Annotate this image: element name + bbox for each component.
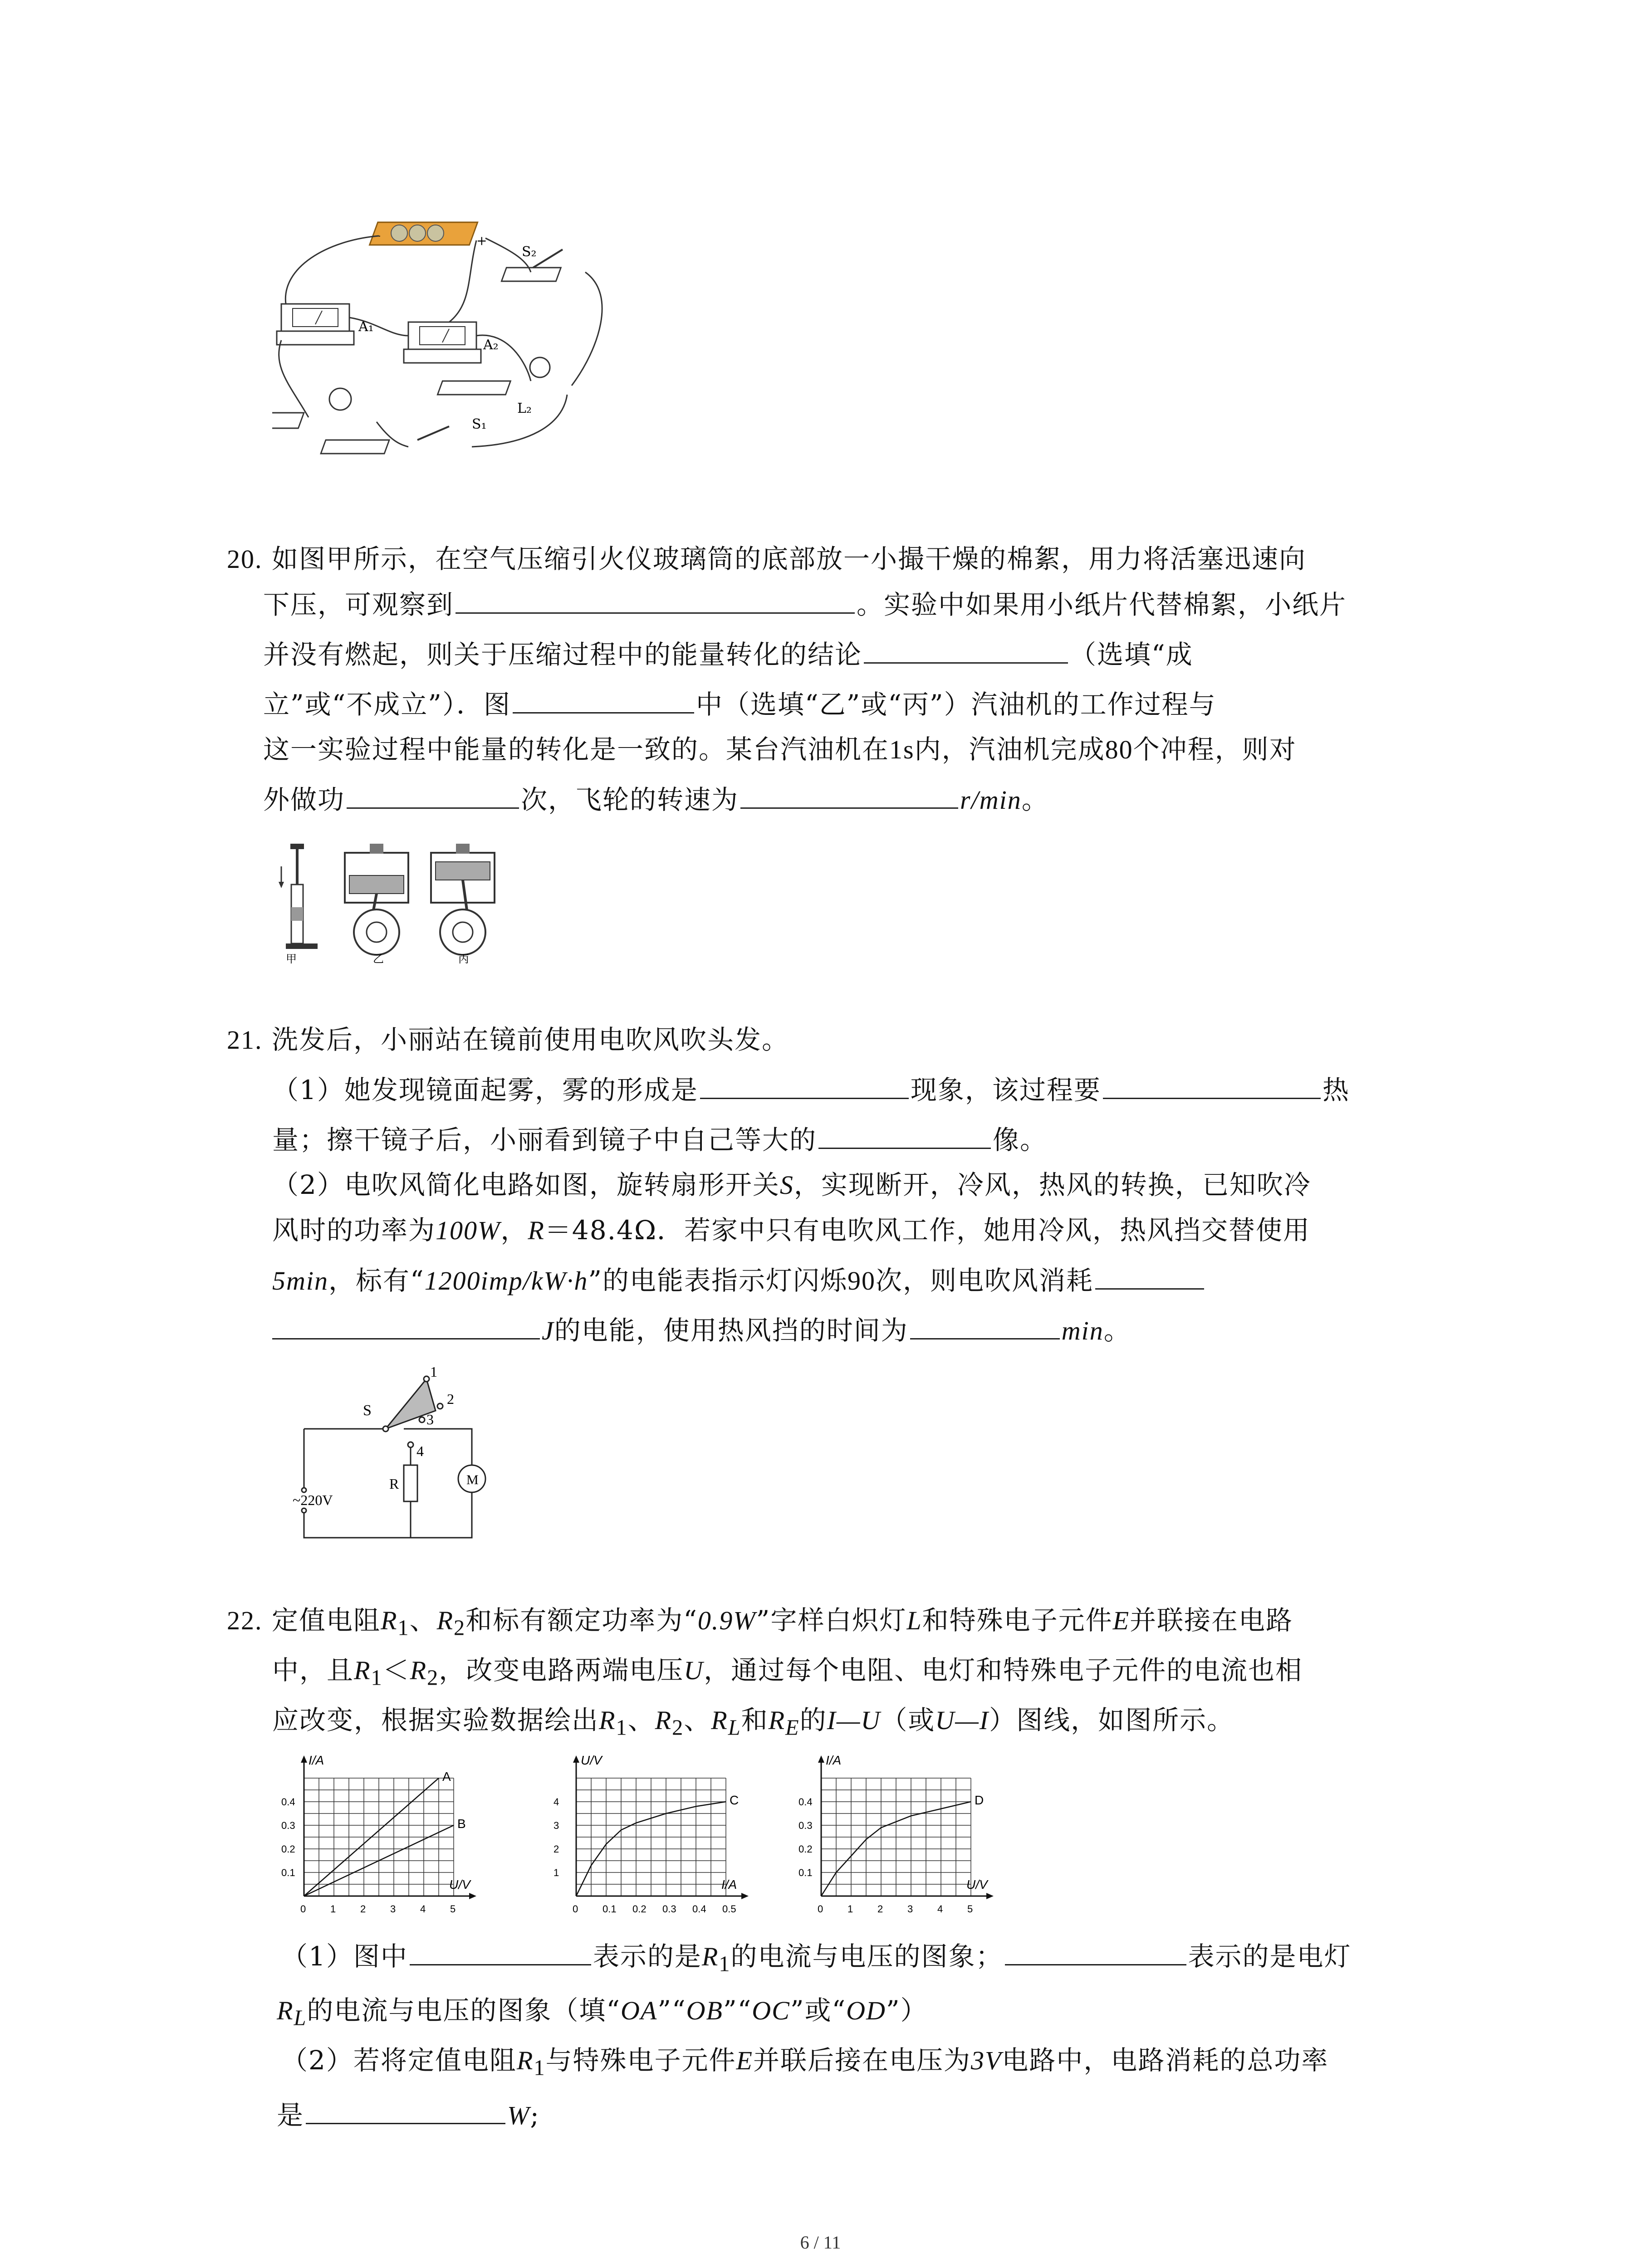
q22-blank-r1[interactable] xyxy=(410,1937,591,1965)
q21-line-2 xyxy=(272,1070,1350,1109)
label-4: 4 xyxy=(416,1443,424,1459)
q21-text-4c: ，实现断开，冷风，热风的转换，已知吹冷 xyxy=(794,1169,1311,1200)
q21-text-6f: 次，则电吹风消耗 xyxy=(875,1265,1093,1296)
x-tick-label: 0.4 xyxy=(692,1903,706,1915)
x-axis-label: U/V xyxy=(966,1877,988,1892)
label-2: 2 xyxy=(447,1391,454,1407)
label-s2: S₂ xyxy=(522,244,537,260)
q21-text-1: 洗发后，小丽站在镜前使用电吹风吹头发。 xyxy=(271,1024,789,1055)
label-r: R xyxy=(389,1476,399,1492)
x-tick-label: 2 xyxy=(877,1903,883,1915)
q22-s3g: 3V xyxy=(970,2046,1002,2075)
y-tick-label: 0.2 xyxy=(798,1843,813,1855)
q22-t3i: L xyxy=(728,1716,741,1740)
circuit-wires xyxy=(304,1429,472,1538)
q21-line-3 xyxy=(272,1120,1047,1159)
q21-text-6b: ，标有“ xyxy=(328,1265,425,1296)
q22-t1j: L xyxy=(906,1606,922,1635)
q20-number: 20. xyxy=(227,544,263,574)
x-tick-label: 3 xyxy=(907,1903,913,1915)
chart-oc xyxy=(544,1751,789,1932)
q22-t1d: 、 xyxy=(409,1605,437,1636)
q20-text-6d: 。 xyxy=(1021,784,1049,815)
x-tick-label: 4 xyxy=(937,1903,943,1915)
q22-s2h: OC xyxy=(752,1996,790,2025)
lamp-l1-icon xyxy=(272,388,351,428)
ammeter-a1-icon xyxy=(277,304,354,345)
q20-line-6 xyxy=(263,780,1049,819)
q22-t2c: 1 xyxy=(371,1666,383,1690)
x-tick-label: 4 xyxy=(420,1903,426,1915)
q21-text-7b: 的电能，使用热风挡的时间为 xyxy=(554,1315,908,1346)
q22-s3a: （2）若将定值电阻 xyxy=(281,2045,517,2076)
q21-blank-energy-part2[interactable] xyxy=(272,1311,540,1339)
q22-t3l: E xyxy=(785,1716,800,1740)
x-axis-arrow xyxy=(469,1893,476,1899)
q21-text-7a: J xyxy=(542,1316,554,1345)
q20-text-3b: （选填“成 xyxy=(1070,639,1193,670)
q21-blank-energy-part1[interactable] xyxy=(1095,1261,1204,1290)
label-s1: S₁ xyxy=(472,416,487,432)
q22-t3e: R xyxy=(655,1706,672,1735)
q22-t2d: ＜ xyxy=(382,1655,410,1686)
y-tick-label: 0.4 xyxy=(281,1796,295,1808)
q21-blank-phenomenon[interactable] xyxy=(700,1070,909,1099)
q20-blank-flywheel-speed[interactable] xyxy=(740,780,958,809)
q22-sub2-line-2 xyxy=(277,2096,540,2135)
q21-line-5 xyxy=(272,1211,1310,1250)
x-tick-label: 5 xyxy=(967,1903,973,1915)
x-tick-label: 0.1 xyxy=(603,1903,617,1915)
q22-t2h: U xyxy=(684,1656,704,1685)
q22-t3g: 、 xyxy=(684,1705,711,1735)
q22-t3n: I—U xyxy=(827,1706,881,1735)
label-a1: A₁ xyxy=(358,319,374,335)
y-tick-label: 1 xyxy=(554,1867,559,1878)
q22-s3e: E xyxy=(736,2046,753,2075)
q20-text-2a: 下压，可观察到 xyxy=(263,589,454,620)
q21-text-4a: （2）电吹风简化电路如图，旋转扇形开关 xyxy=(272,1169,780,1200)
q22-t2a: 中，且 xyxy=(272,1655,354,1686)
q22-t3q: ）图线，如图所示。 xyxy=(989,1705,1234,1735)
q21-text-2a: （1）她发现镜面起雾，雾的形成是 xyxy=(272,1075,698,1105)
y-tick-label: 0.2 xyxy=(281,1843,295,1855)
q22-s2c: 的电流与电压的图象（填“ xyxy=(307,1995,621,2026)
q21-blank-hot-time[interactable] xyxy=(910,1311,1060,1339)
q22-t1g: 和标有额定功率为“ xyxy=(465,1605,698,1636)
q22-s2a: R xyxy=(277,1996,294,2025)
q22-s2e: ”“ xyxy=(657,1995,686,2026)
q22-t1c: 1 xyxy=(397,1616,410,1640)
q21-line-1 xyxy=(227,1021,789,1059)
q21-text-5a: 风时的功率为 xyxy=(272,1215,436,1246)
q19-circuit-figure xyxy=(272,213,617,494)
q21-text-6c: 1200imp/kW·h xyxy=(424,1266,588,1295)
q21-blank-image[interactable] xyxy=(818,1120,991,1149)
series-label-B: B xyxy=(457,1817,466,1831)
q22-s3h: 电路中，电路消耗的总功率 xyxy=(1002,2045,1329,2076)
battery-plus-label: + xyxy=(476,233,487,248)
x-axis-arrow xyxy=(741,1893,749,1899)
q22-line-1 xyxy=(227,1601,1293,1647)
q20-line-5 xyxy=(263,730,1297,769)
engine-bing-icon xyxy=(431,844,495,955)
q22-t3m: 的 xyxy=(799,1705,827,1735)
q22-s2b: L xyxy=(294,2006,307,2030)
q22-t1h: 0.9W xyxy=(697,1606,756,1635)
q22-t2f: 2 xyxy=(427,1666,439,1690)
air-compression-device-icon xyxy=(279,844,318,949)
label-jia: 甲 xyxy=(286,953,297,965)
x-tick-label: 0 xyxy=(300,1903,306,1915)
q22-t1a: 定值电阻 xyxy=(271,1605,381,1636)
q20-text-6a: 外做功 xyxy=(263,784,345,815)
q21-text-5c: ， xyxy=(500,1215,528,1246)
q22-s1b: 表示的是 xyxy=(593,1941,702,1972)
q20-text-5d: 80 xyxy=(1105,735,1133,764)
q21-text-4b: S xyxy=(779,1170,794,1200)
q21-text-5b: 100W xyxy=(436,1216,501,1245)
q21-line-4 xyxy=(272,1166,1311,1204)
q21-text-2b: 现象，该过程要 xyxy=(910,1075,1101,1105)
q22-sub2-line-1 xyxy=(281,2041,1328,2087)
q20-text-6b: 次，飞轮的转速为 xyxy=(521,784,739,815)
q22-t1f: 2 xyxy=(454,1616,466,1640)
q22-t3a: 应改变，根据实验数据绘出 xyxy=(272,1705,599,1735)
y-tick-label: 4 xyxy=(554,1796,559,1808)
q20-text-4a: 立”或“不成立”）．图 xyxy=(263,689,511,720)
q22-s1f: 表示的是电灯 xyxy=(1188,1941,1352,1972)
q22-s2f: OB xyxy=(686,1996,723,2025)
q22-s1c: R xyxy=(701,1942,719,1971)
x-tick-label: 2 xyxy=(360,1903,366,1915)
q22-sub1-line-2 xyxy=(277,1991,928,2038)
q22-s1d: 1 xyxy=(719,1952,731,1976)
q20-blank-phenomenon[interactable] xyxy=(456,585,855,614)
q20-text-1: 如图甲所示，在空气压缩引火仪玻璃筒的底部放一小撮干燥的棉絮，用力将活塞迅速向 xyxy=(271,543,1306,574)
y-axis-label: I/A xyxy=(826,1753,842,1767)
q21-text-6e: 90 xyxy=(847,1266,876,1295)
q22-s2j: OD xyxy=(846,1996,886,2025)
q22-t3p: U—I xyxy=(935,1706,989,1735)
q22-t2i: ，通过每个电阻、电灯和特殊电子元件的电流也相 xyxy=(704,1655,1303,1686)
label-220v: ~220V xyxy=(293,1492,333,1508)
x-tick-label: 5 xyxy=(450,1903,456,1915)
series-label-C: C xyxy=(730,1793,739,1807)
q22-t1i: ”字样白炽灯 xyxy=(756,1605,907,1636)
fan-switch-icon xyxy=(383,1376,443,1447)
q20-line-3 xyxy=(263,635,1193,674)
q21-text-6a: 5min xyxy=(272,1266,328,1295)
q22-s3b: R xyxy=(516,2046,534,2075)
q22-s2i: ”或“ xyxy=(790,1995,847,2026)
q21-text-6d: ”的电能表指示灯闪烁 xyxy=(588,1265,847,1296)
terminal-bottom xyxy=(302,1508,306,1513)
label-yi: 乙 xyxy=(373,953,384,965)
q22-s2k: ”） xyxy=(886,1995,928,2026)
q22-sub1-line-1 xyxy=(281,1937,1352,1984)
q21-text-7c: min xyxy=(1061,1316,1104,1345)
q20-line-2 xyxy=(263,585,1347,624)
chart-oa-ob xyxy=(272,1751,517,1932)
x-tick-label: 0 xyxy=(573,1903,578,1915)
label-1: 1 xyxy=(430,1364,437,1380)
q22-s4b: W xyxy=(507,2101,530,2130)
q21-text-2c: 热 xyxy=(1322,1075,1350,1105)
q22-t3b: R xyxy=(599,1706,616,1735)
q22-t1k: 和特殊电子元件 xyxy=(922,1605,1113,1636)
label-bing: 丙 xyxy=(458,953,469,965)
q22-s1a: （1）图中 xyxy=(281,1941,408,1972)
q22-t1m: 并联接在电路 xyxy=(1130,1605,1293,1636)
q22-number: 22. xyxy=(227,1606,263,1635)
q22-t3c: 1 xyxy=(616,1716,628,1740)
q20-text-5b: 1s xyxy=(889,735,915,764)
q22-t3j: 和 xyxy=(741,1705,769,1735)
x-axis-label: I/A xyxy=(721,1877,737,1892)
q22-t3o: （或 xyxy=(881,1705,936,1735)
q22-blank-rl[interactable] xyxy=(1005,1937,1186,1965)
y-axis-arrow xyxy=(301,1755,307,1763)
x-tick-label: 1 xyxy=(847,1903,853,1915)
x-tick-label: 3 xyxy=(390,1903,396,1915)
q21-line-6 xyxy=(272,1261,1206,1300)
q21-text-3b: 像。 xyxy=(993,1124,1048,1155)
label-a2: A₂ xyxy=(483,337,499,353)
q20-text-6c: r/min xyxy=(960,785,1022,815)
x-tick-label: 0.2 xyxy=(632,1903,647,1915)
x-tick-label: 1 xyxy=(330,1903,336,1915)
q22-t2g: ，改变电路两端电压 xyxy=(439,1655,684,1686)
q22-t3h: R xyxy=(711,1706,728,1735)
q21-text-5e: ＝48.4Ω．若家中只有电吹风工作，她用冷风，热风挡交替使用 xyxy=(544,1215,1311,1246)
q22-line-3 xyxy=(272,1701,1234,1747)
q20-figure xyxy=(272,835,526,966)
q22-s3d: 与特殊电子元件 xyxy=(545,2045,736,2076)
label-l2: L₂ xyxy=(517,401,532,416)
y-axis-label: I/A xyxy=(309,1753,324,1767)
q22-t1b: R xyxy=(380,1606,398,1635)
q20-line-1 xyxy=(227,540,1306,578)
q20-text-5e: 个冲程，则对 xyxy=(1133,734,1297,765)
q20-text-3a: 并没有燃起，则关于压缩过程中的能量转化的结论 xyxy=(263,639,862,670)
q20-blank-work-count[interactable] xyxy=(347,780,519,809)
series-label-D: D xyxy=(975,1793,984,1807)
q22-blank-total-power[interactable] xyxy=(306,2096,505,2124)
resistor-icon xyxy=(404,1465,417,1501)
x-tick-label: 0.5 xyxy=(722,1903,736,1915)
q20-text-4b: 中（选填“乙”或“丙”）汽油机的工作过程与 xyxy=(696,689,1216,720)
q21-text-3a: 量；擦干镜子后，小丽看到镜子中自己等大的 xyxy=(272,1124,817,1155)
y-tick-label: 0.4 xyxy=(798,1796,813,1808)
y-tick-label: 2 xyxy=(554,1843,559,1855)
label-m: M xyxy=(466,1472,479,1487)
q22-s1e: 的电流与电压的图象； xyxy=(730,1941,1003,1972)
ammeter-a2-icon xyxy=(404,322,481,363)
q21-blank-heat[interactable] xyxy=(1103,1070,1321,1099)
q22-s4a: 是 xyxy=(277,2100,304,2131)
battery-minus-label: – xyxy=(374,228,381,243)
q22-s2d: OA xyxy=(620,1996,658,2025)
x-axis-label: U/V xyxy=(449,1877,470,1892)
q22-t2b: R xyxy=(354,1656,371,1685)
q20-line-4 xyxy=(263,685,1216,723)
q22-s4c: ; xyxy=(530,2100,540,2131)
q22-t3k: R xyxy=(768,1706,786,1735)
y-tick-label: 0.1 xyxy=(281,1867,295,1878)
q22-s3c: 1 xyxy=(534,2056,546,2080)
page-footer: 6 / 11 xyxy=(800,2232,841,2253)
q22-t1e: R xyxy=(436,1606,454,1635)
series-label-A: A xyxy=(442,1769,451,1784)
y-tick-label: 0.3 xyxy=(281,1820,295,1831)
q20-text-5c: 内，汽油机完成 xyxy=(914,734,1105,765)
x-tick-label: 0 xyxy=(818,1903,823,1915)
q22-line-2 xyxy=(272,1651,1303,1697)
q20-text-2b: 。实验中如果用小纸片代替棉絮，小纸片 xyxy=(857,589,1347,620)
q20-blank-figure[interactable] xyxy=(513,685,694,714)
q21-number: 21. xyxy=(227,1025,263,1055)
q22-s2g: ”“ xyxy=(723,1995,752,2026)
q22-s3f: 并联后接在电压为 xyxy=(753,2045,971,2076)
q22-t1l: E xyxy=(1112,1606,1130,1635)
y-axis-label: U/V xyxy=(581,1753,602,1767)
q20-blank-conclusion[interactable] xyxy=(864,635,1068,664)
q21-circuit-figure xyxy=(290,1361,499,1551)
switch-s1-icon xyxy=(321,426,449,454)
q21-line-7 xyxy=(272,1311,1131,1350)
label-3: 3 xyxy=(426,1411,434,1427)
q22-t2e: R xyxy=(410,1656,427,1685)
label-s: S xyxy=(363,1402,372,1419)
q22-t3f: 2 xyxy=(672,1716,684,1740)
chart-od xyxy=(789,1751,1034,1932)
q20-text-5a: 这一实验过程中能量的转化是一致的。某台汽油机在 xyxy=(263,734,890,765)
q21-text-7d: 。 xyxy=(1103,1315,1131,1346)
y-axis-arrow xyxy=(573,1755,579,1763)
y-axis-arrow xyxy=(818,1755,824,1763)
q21-text-5d: R xyxy=(528,1216,545,1245)
x-tick-label: 0.3 xyxy=(662,1903,676,1915)
y-tick-label: 0.3 xyxy=(798,1820,813,1831)
x-axis-arrow xyxy=(986,1893,994,1899)
y-tick-label: 3 xyxy=(554,1820,559,1831)
engine-yi-icon xyxy=(345,844,408,955)
y-tick-label: 0.1 xyxy=(798,1867,813,1878)
q22-t3d: 、 xyxy=(627,1705,655,1735)
battery-icon xyxy=(370,222,478,245)
